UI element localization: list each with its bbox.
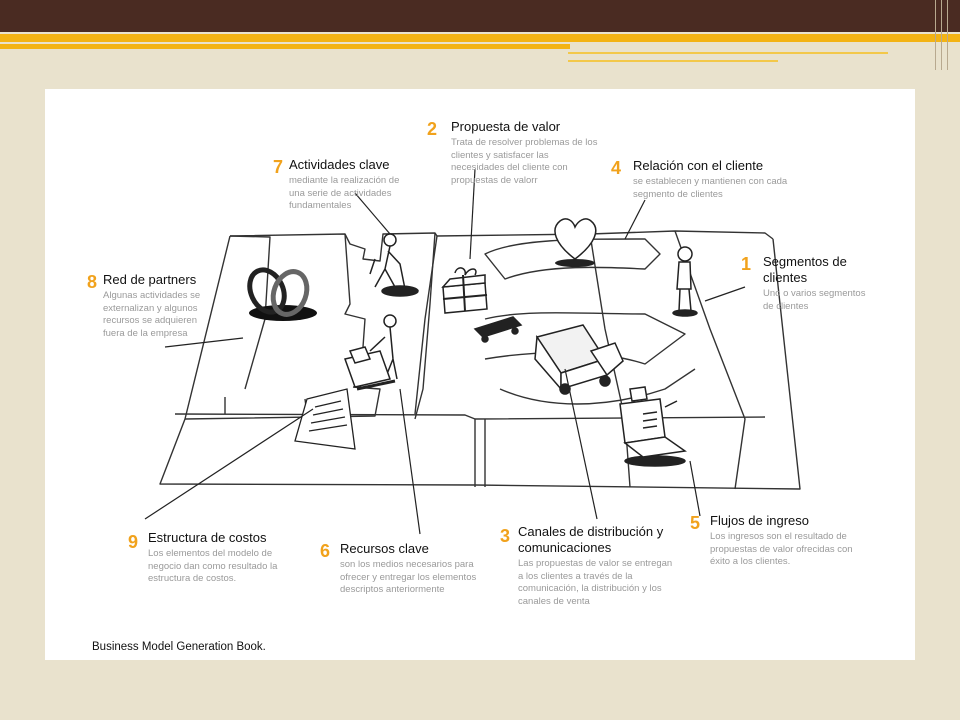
block-description: Las propuestas de valor se entregan a los clientes a través de la comunicación, la distribución y los canales de venta [518,558,673,607]
delivery-truck-icon [535,325,623,394]
block-title: Relación con el cliente [633,158,764,173]
cargo-cart-icon [345,315,397,389]
block-number: 5 [690,513,701,533]
leader-flujos [690,461,700,516]
block-number: 1 [741,254,752,274]
block-number: 6 [320,541,331,561]
rings-icon [243,264,317,321]
worker-icon [370,234,418,296]
block-propuesta [427,119,627,187]
block-title: Recursos clave [340,541,429,556]
bottom-divider [475,419,485,487]
leader-relacion [625,200,645,239]
block-segmentos [741,254,891,313]
gift-cart-icon [443,268,521,342]
block-title: Canales de distribución y comunicaciones [518,524,664,555]
block-partners [87,272,247,340]
accent-line [568,52,888,54]
col-value-left-2 [415,236,437,414]
block-description: Los elementos del modelo de negocio dan como resultado la estructura de costos. [148,548,278,584]
block-flujos [690,513,870,569]
block-title: Segmentos de clientes [763,254,847,285]
block-title: Flujos de ingreso [710,513,809,528]
leader-costos [145,409,313,519]
block-title: Red de partners [103,272,197,287]
accent-line-short [568,60,778,62]
header-bar [0,0,960,32]
block-title: Propuesta de valor [451,119,561,134]
block-canales [500,524,690,608]
block-number: 9 [128,532,139,552]
edge-line [947,0,948,70]
block-number: 7 [273,157,284,177]
leader-segmentos [705,287,745,301]
block-recursos [320,541,500,597]
block-title: Actividades clave [289,157,390,172]
block-description: son los medios necesarios para ofrecer y entregar los elementos descriptos anteriormente [340,559,477,595]
block-description: Los ingresos son el resultado de propuestas de valor ofrecidas con éxito a los clientes. [710,531,853,567]
block-description: Algunas actividades se externalizan y algunos recursos se adquieren fuera de la empresa [103,290,201,339]
source-caption: Business Model Generation Book. [92,641,266,653]
block-number: 3 [500,526,511,546]
block-number: 4 [611,158,622,178]
block-description: mediante la realización de una serie de actividades fundamentales [289,175,400,211]
block-number: 2 [427,119,438,139]
document-icon [295,389,355,449]
heart-icon [555,219,596,267]
block-title: Estructura de costos [148,530,267,545]
accent-stripe [0,34,960,42]
edge-line [935,0,936,70]
block-relacion [611,158,811,201]
block-description: Trata de resolver problemas de los clientes y satisfacer las necesidades del cliente con propuestas de valorr [451,137,598,186]
block-description: Uno o varios segmentos de clientes [763,288,866,312]
block-costos [128,530,308,586]
leader-lines [145,169,745,534]
block-number: 8 [87,272,98,292]
accent-stripe-short [0,44,570,49]
block-description: se establecen y mantienen con cada segmento de clientes [633,176,788,200]
leader-canales [565,369,597,519]
block-actividades [273,157,453,213]
board-detail [225,397,307,414]
edge-line [941,0,942,70]
